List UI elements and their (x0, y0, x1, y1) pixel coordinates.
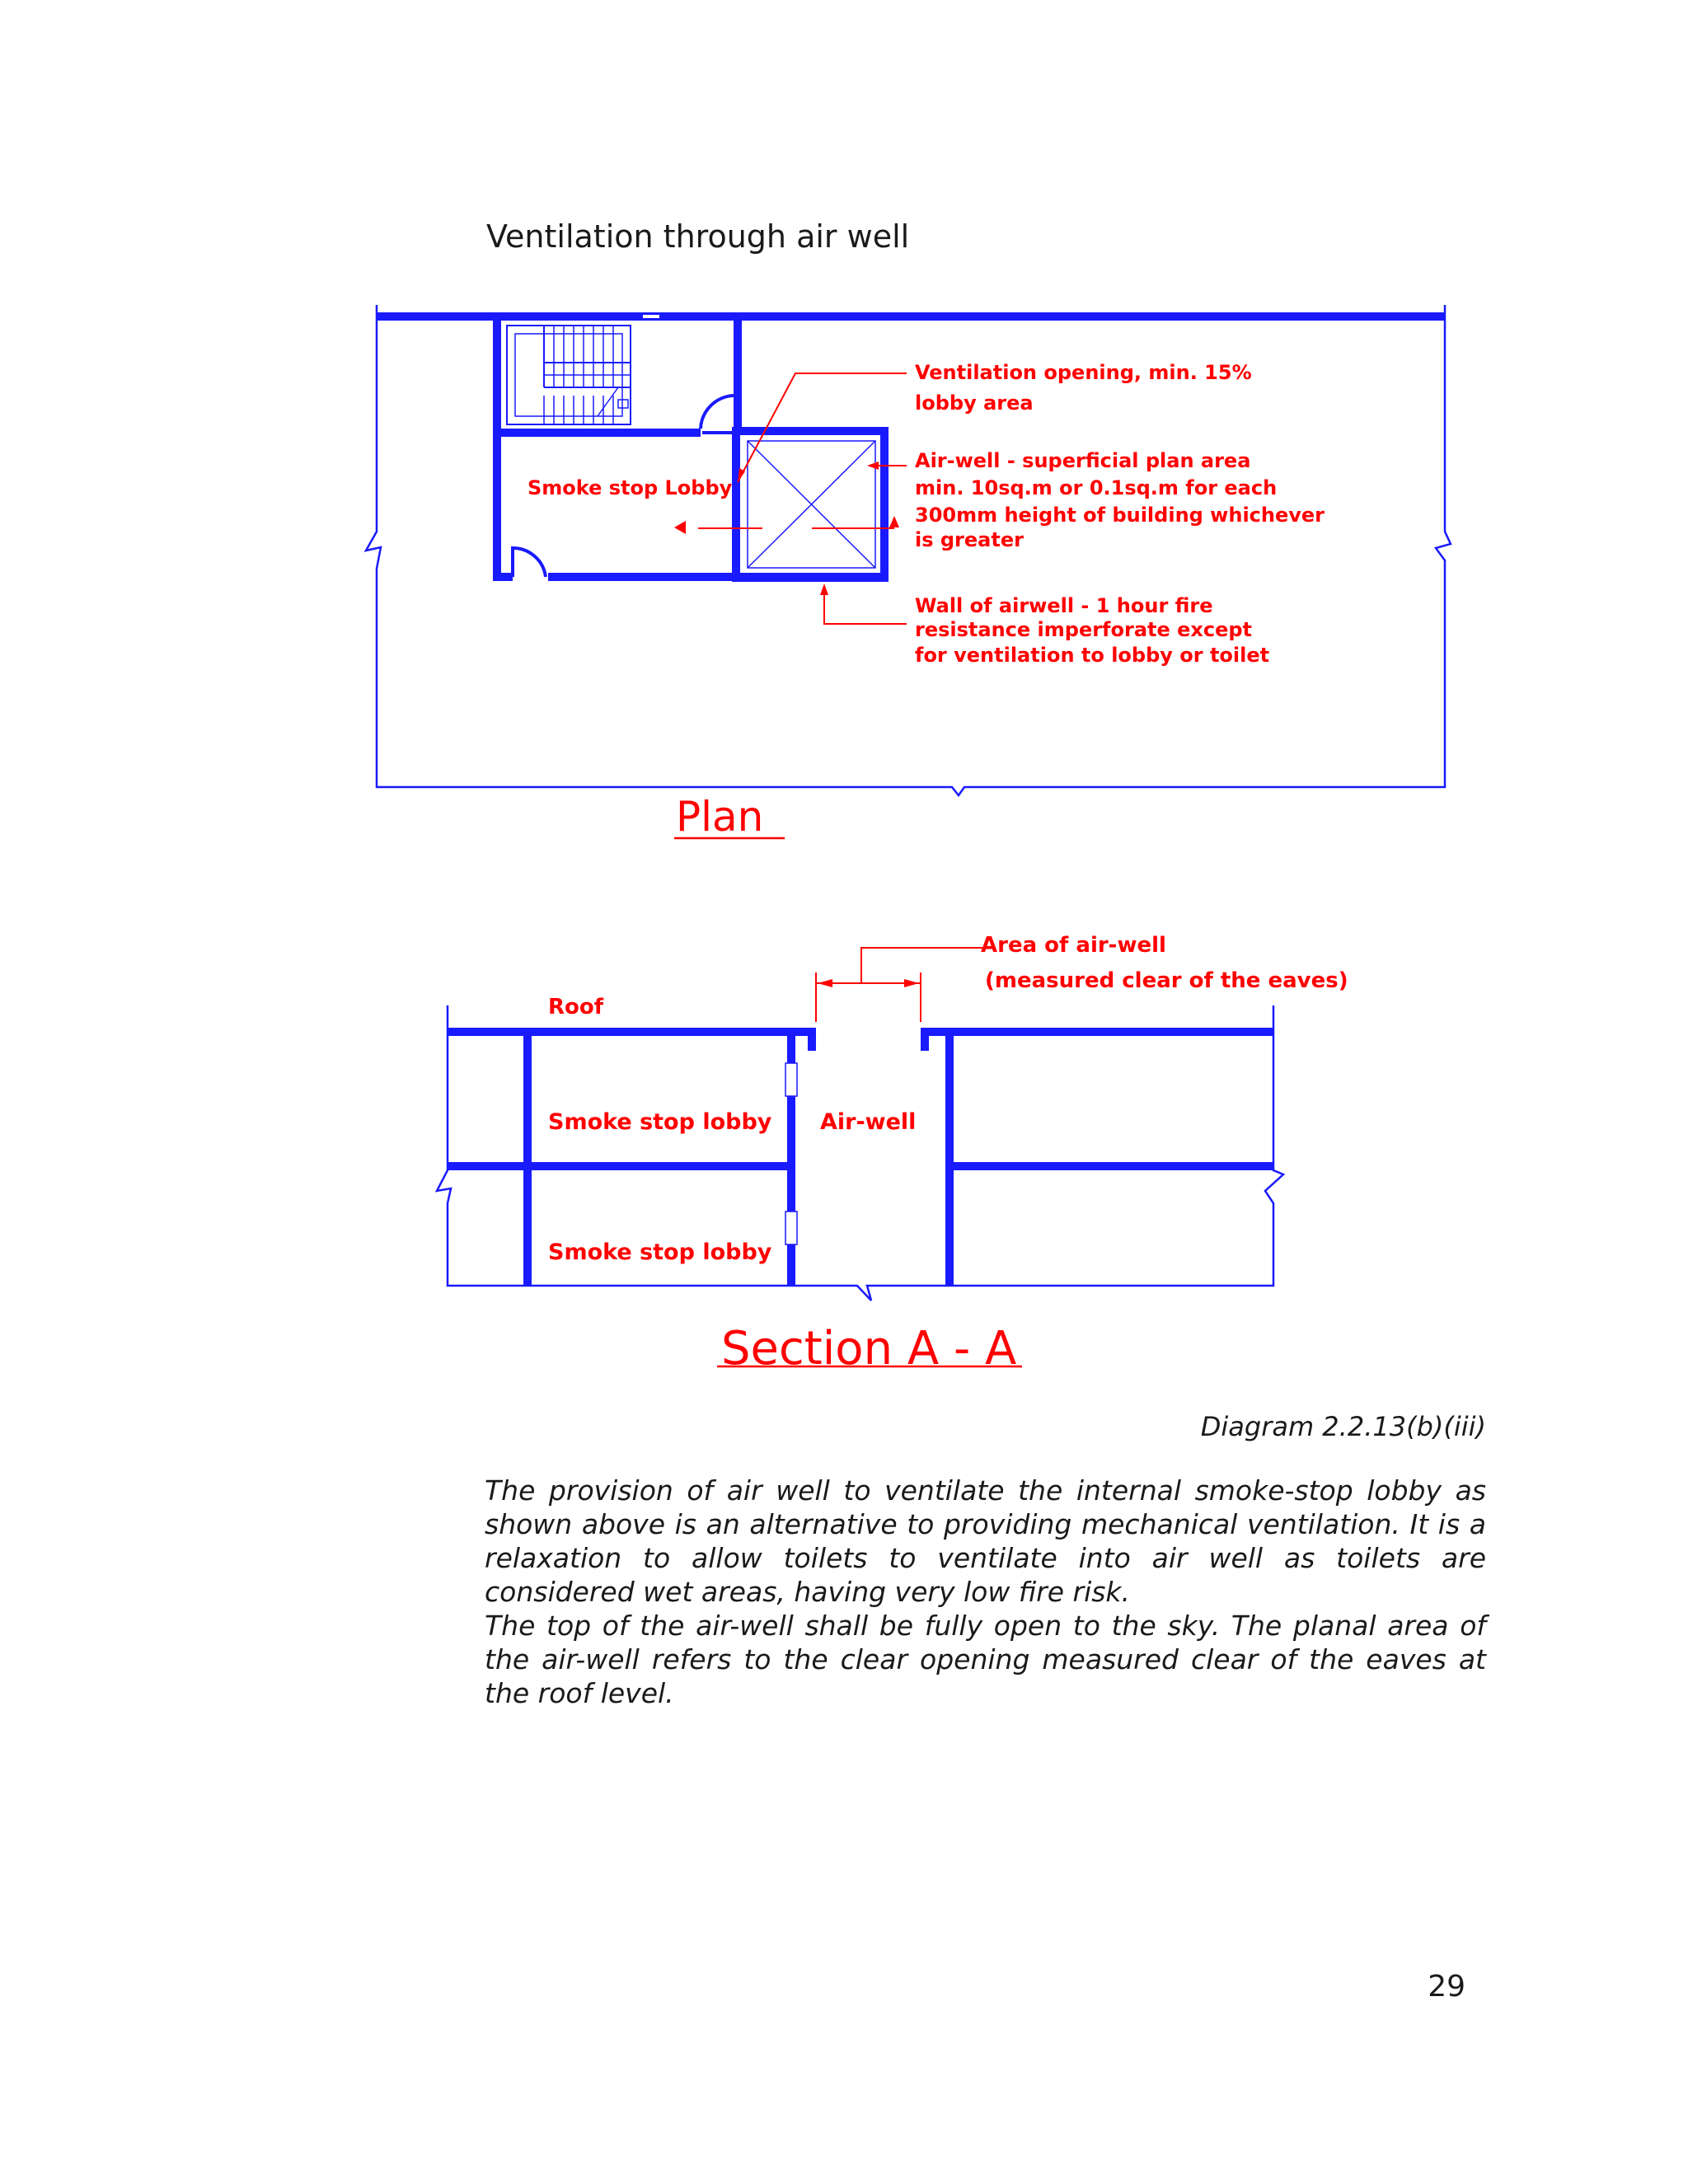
page-number: 29 (1428, 1970, 1465, 2004)
section-note-area-1: Area of air-well (981, 933, 1166, 958)
staircase (497, 316, 659, 429)
plan-note-airwell-4: is greater (915, 528, 1024, 551)
plan-note-airwell-1: Air-well - superficial plan area (915, 449, 1251, 472)
plan-caption: Plan (676, 793, 764, 841)
plan-note-vent-2: lobby area (915, 391, 1034, 415)
plan-label-lobby: Smoke stop Lobby (528, 476, 733, 499)
lobby-door-bottom (513, 548, 546, 577)
section-label-lobby-upper: Smoke stop lobby (548, 1109, 772, 1135)
diagram-caption: Diagram 2.2.13(b)(iii) (1200, 1411, 1486, 1442)
section-label-roof: Roof (548, 995, 604, 1019)
paragraph: The provision of air well to ventilate the internal smoke-stop lobby as shown above is an alternative to providing mechanical ventilation. It is a relaxation to allow toilets to ventilate into air well as toilets are considered wet areas, having very low fire risk. (485, 1474, 1486, 1608)
section-caption: Section A - A (721, 1322, 1017, 1376)
plan-note-airwell-2: min. 10sq.m or 0.1sq.m for each (915, 476, 1278, 499)
body-text (485, 1474, 1486, 1710)
page-title: Ventilation through air well (486, 218, 910, 255)
plan-drawing (366, 305, 1572, 841)
plan-note-wall-2: resistance imperforate except (915, 618, 1253, 641)
lobby-door-top (701, 396, 735, 433)
section-note-area-2: (measured clear of the eaves) (985, 968, 1348, 993)
plan-note-wall-3: for ventilation to lobby or toilet (915, 644, 1270, 667)
section-drawing (437, 933, 1348, 1376)
paragraph: The top of the air-well shall be fully open to the sky. The planal area of the air-well refers to the clear opening measured clear of the eaves at the roof level. (485, 1610, 1486, 1709)
plan-note-vent-1: Ventilation opening, min. 15% (915, 361, 1252, 384)
section-label-airwell: Air-well (820, 1109, 917, 1135)
plan-airwell (736, 431, 884, 578)
plan-note-wall-1: Wall of airwell - 1 hour fire (915, 594, 1213, 617)
plan-note-airwell-3: 300mm height of building whichever (915, 504, 1325, 527)
section-label-lobby-lower: Smoke stop lobby (548, 1240, 772, 1265)
section-dimension (816, 948, 982, 1022)
